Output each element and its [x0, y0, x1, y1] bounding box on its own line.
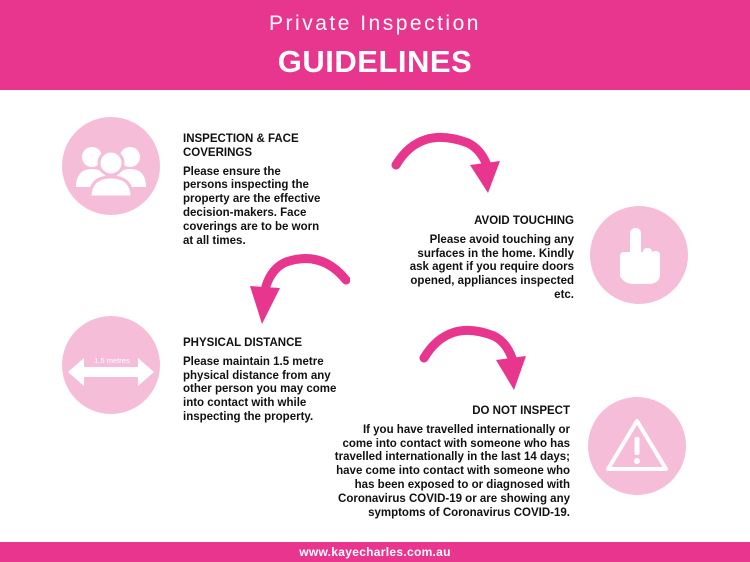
curved-arrow-3-icon [418, 318, 533, 398]
curved-arrow-1-icon [390, 125, 505, 200]
section-avoid-touching [405, 215, 574, 303]
section-physical-distance [183, 337, 345, 425]
warning-circle [588, 397, 686, 495]
page-subtitle: Private Inspection [269, 12, 481, 35]
distance-label: 1.5 metres [94, 356, 130, 365]
pointing-hand-icon [590, 206, 688, 304]
physical-distance-body: Please maintain 1.5 metre physical distance from any other person you may come into contact with while inspecting the property. [183, 355, 337, 423]
people-circle [62, 117, 160, 215]
curved-arrow-2-icon [242, 250, 350, 330]
hand-circle [590, 206, 688, 304]
footer-bar [0, 542, 750, 562]
inspection-body: Please ensure the persons inspecting the property are the effective decision-makers. Face coverings are to be worn at all times. [183, 165, 321, 247]
do-not-inspect-heading: DO NOT INSPECT [472, 405, 570, 417]
distance-arrow-icon [62, 316, 160, 414]
people-icon [62, 117, 160, 215]
warning-icon [588, 397, 686, 495]
footer-url[interactable]: www.kayecharles.com.au [299, 545, 451, 559]
avoid-touching-body: Please avoid touching any surfaces in the home. Kindly ask agent if you require doors opened, appliances inspected etc. [409, 233, 574, 301]
avoid-touching-heading: AVOID TOUCHING [474, 215, 574, 227]
inspection-heading: INSPECTION & FACE COVERINGS [183, 133, 299, 159]
page-title: GUIDELINES [277, 44, 473, 79]
do-not-inspect-body: If you have travelled internationally or come into contact with someone who has travelled internationally in the last 14 days; have come into contact with someone who has been exposed to or diagnosed with Coronavirus COVID-19 or are showing any symptoms of Coronavirus COVID-19. [334, 423, 570, 519]
distance-circle [62, 316, 160, 414]
section-do-not-inspect [332, 405, 570, 520]
header-banner [0, 0, 750, 90]
physical-distance-heading: PHYSICAL DISTANCE [183, 337, 303, 349]
section-inspection [183, 133, 323, 248]
